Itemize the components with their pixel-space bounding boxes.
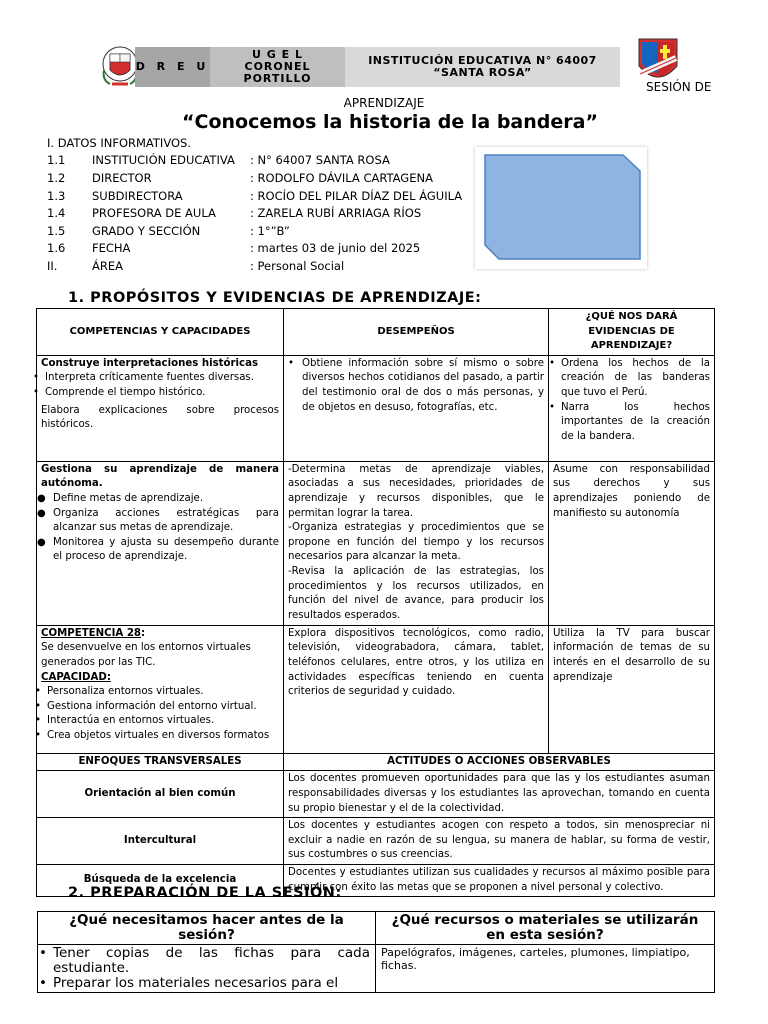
capacidad-text: Elabora explicaciones sobre procesos históricos. bbox=[41, 404, 279, 431]
list-item: ● Organiza acciones estratégicas para alcanzar sus metas de aprendizaje. bbox=[41, 507, 279, 536]
dreu-band bbox=[135, 47, 210, 87]
table-row bbox=[37, 818, 715, 865]
evidencia-text: Utiliza la TV para buscar información de temas de su interés en el desarrollo de su aprendizaje bbox=[549, 625, 715, 753]
header-antes: ¿Qué necesitamos hacer antes de la sesión? bbox=[38, 912, 376, 945]
capacidad-title: CAPACIDAD: bbox=[41, 671, 111, 683]
propositos-table bbox=[36, 308, 715, 897]
datos-label: GRADO Y SECCIÓN bbox=[92, 224, 201, 238]
list-item: • Crea objetos virtuales en diversos formatos bbox=[37, 729, 279, 744]
datos-label: ÁREA bbox=[92, 259, 123, 273]
datos-label: SUBDIRECTORA bbox=[92, 189, 183, 203]
recursos-text: Papelógrafos, imágenes, carteles, plumones, limpiatipo, fichas. bbox=[376, 945, 715, 993]
desempeno-text: -Determina metas de aprendizaje viables, asociadas a sus necesidades, prioridades de aprendizaje y recursos disponibles, que le permitan lograr la tarea. bbox=[288, 463, 544, 519]
competencia-colon: : bbox=[141, 627, 146, 639]
datos-num: 1.4 bbox=[47, 206, 66, 220]
desempeno-text: -Revisa la aplicación de las estrategias, los procedimientos y los recursos utilizados, en función del nivel de avance, para producir los resultados esperados. bbox=[288, 565, 544, 621]
list-item: • Interactúa en entornos virtuales. bbox=[37, 714, 279, 729]
photo-shape bbox=[475, 147, 647, 269]
competencia-text: Se desenvuelve en los entornos virtuales generados por las TIC. bbox=[41, 642, 251, 668]
datos-value: : RODOLFO DÁVILA CARTAGENA bbox=[250, 171, 433, 185]
antes-list bbox=[41, 946, 370, 991]
enfoque-name: Orientación al bien común bbox=[37, 771, 284, 818]
enfoque-name: Intercultural bbox=[37, 818, 284, 865]
header-recursos: ¿Qué recursos o materiales se utilizarán en esta sesión? bbox=[376, 912, 715, 945]
datos-label: INSTITUCIÓN EDUCATIVA bbox=[92, 153, 235, 167]
section-title-propositos: 1. PROPÓSITOS Y EVIDENCIAS DE APRENDIZAJE: bbox=[68, 290, 482, 306]
header-evidencias: ¿QUÉ NOS DARÁ EVIDENCIAS DE APRENDIZAJE? bbox=[549, 309, 715, 356]
table-row bbox=[37, 355, 715, 461]
header-actitudes: ACTITUDES O ACCIONES OBSERVABLES bbox=[284, 753, 715, 771]
datos-label: DIRECTOR bbox=[92, 171, 152, 185]
datos-value: : N° 64007 SANTA ROSA bbox=[250, 153, 390, 167]
datos-heading: I. DATOS INFORMATIVOS. bbox=[47, 136, 191, 150]
table-row bbox=[37, 461, 715, 625]
datos-value: : ROCÍO DEL PILAR DÍAZ DEL ÁGUILA bbox=[250, 189, 463, 203]
datos-num: 1.2 bbox=[47, 171, 66, 185]
list-item: • Narra los hechos importantes de la creación de la bandera. bbox=[551, 401, 710, 445]
ugel-line-2: CORONEL bbox=[244, 60, 311, 73]
datos-num: II. bbox=[47, 259, 58, 273]
list-item: • Comprende el tiempo histórico. bbox=[35, 386, 279, 401]
section-title-preparacion: 2. PREPARACIÓN DE LA SESIÓN: bbox=[68, 885, 342, 901]
institution-subname: “SANTA ROSA” bbox=[433, 66, 532, 79]
photo-placeholder bbox=[475, 147, 647, 269]
competencia-title: Gestiona su aprendizaje de manera autónoma. bbox=[41, 463, 279, 490]
capacidades-list bbox=[41, 492, 279, 565]
enfoque-text: Los docentes promueven oportunidades para que las y los estudiantes asuman responsabilidades diversas y los estudiantes las aprovechan, tomando en cuenta su propio bienestar y el de la colectividad. bbox=[284, 771, 715, 818]
header-competencias: COMPETENCIAS Y CAPACIDADES bbox=[37, 309, 284, 356]
list-item: ● Monitorea y ajusta su desempeño durante el proceso de aprendizaje. bbox=[41, 536, 279, 565]
preparacion-table bbox=[37, 911, 715, 993]
table-row bbox=[37, 625, 715, 753]
competencia-title: COMPETENCIA 28 bbox=[41, 627, 142, 639]
desempenos-list bbox=[288, 357, 544, 415]
datos-num: 1.1 bbox=[47, 153, 66, 167]
session-label: SESIÓN DE bbox=[646, 80, 712, 94]
subtitle: APRENDIZAJE bbox=[343, 96, 425, 110]
table-row bbox=[38, 945, 715, 993]
ugel-line-3: PORTILLO bbox=[243, 72, 312, 85]
list-item: • Tener copias de las fichas para cada estudiante. bbox=[41, 946, 370, 976]
datos-value: : Personal Social bbox=[250, 259, 345, 273]
datos-value: : 1°”B” bbox=[250, 224, 290, 238]
capacidades-list bbox=[35, 371, 279, 400]
enfoque-text: Docentes y estudiantes utilizan sus cualidades y recursos al máximo posible para cumplir con éxito las metas que se proponen a nivel personal y colectivo. bbox=[284, 864, 715, 896]
desempeno-text: Explora dispositivos tecnológicos, como radio, televisión, videograbadora, cámara, tablet, teléfonos celulares, entre otros, y los utiliza en actividades específicas teniendo en cuenta criterios de seguridad y cuidado. bbox=[284, 625, 549, 753]
institution-name: INSTITUCIÓN EDUCATIVA N° 64007 bbox=[368, 54, 597, 67]
institution-band bbox=[345, 47, 620, 87]
header-enfoques: ENFOQUES TRANSVERSALES bbox=[37, 753, 284, 771]
table-row bbox=[37, 771, 715, 818]
dreu-label: D R E U bbox=[135, 60, 210, 73]
ugel-label: U G E L bbox=[252, 48, 303, 61]
competencia-title: Construye interpretaciones históricas bbox=[41, 357, 259, 369]
datos-label: FECHA bbox=[92, 241, 131, 255]
datos-value: : martes 03 de junio del 2025 bbox=[250, 241, 421, 255]
list-item: • Interpreta críticamente fuentes diversas. bbox=[35, 371, 279, 386]
ugel-band bbox=[210, 47, 345, 87]
enfoque-text: Los docentes y estudiantes acogen con respeto a todos, sin menospreciar ni excluir a nadie en razón de su lengua, su manera de hablar, su forma de vestir, sus costumbres o sus creencias. bbox=[284, 818, 715, 865]
list-item: • Preparar los materiales necesarios para el bbox=[41, 976, 370, 991]
list-item: • Gestiona información del entorno virtual. bbox=[37, 700, 279, 715]
evidencia-text: Asume con responsabilidad sus derechos y sus aprendizajes poniendo de manifiesto su autonomía bbox=[549, 461, 715, 625]
page-title: “Conocemos la historia de la bandera” bbox=[182, 111, 598, 133]
datos-num: 1.6 bbox=[47, 241, 66, 255]
list-item: ● Define metas de aprendizaje. bbox=[41, 492, 279, 507]
datos-num: 1.5 bbox=[47, 224, 66, 238]
datos-value: : ZARELA RUBÍ ARRIAGA RÍOS bbox=[250, 206, 422, 220]
list-item: • Personaliza entornos virtuales. bbox=[37, 685, 279, 700]
datos-label: PROFESORA DE AULA bbox=[92, 206, 216, 220]
desempeno-text: -Organiza estrategias y procedimientos que se propone en función del tiempo y los recursos necesarios para alcanzar la meta. bbox=[288, 522, 544, 563]
evidencias-list bbox=[551, 357, 710, 445]
peru-coat-of-arms-logo bbox=[100, 40, 140, 90]
list-item: • Obtiene información sobre sí mismo o sobre diversos hechos cotidianos del pasado, a partir del testimonio oral de dos o más personas, y de objetos en desuso, fotografías, etc. bbox=[290, 357, 544, 415]
capacidades-list bbox=[37, 685, 279, 743]
enfoque-name: Búsqueda de la excelencia bbox=[37, 864, 284, 896]
list-item: • Ordena los hechos de la creación de las banderas que tuvo el Perú. bbox=[551, 357, 710, 401]
header-desempenos: DESEMPEÑOS bbox=[284, 309, 549, 356]
datos-num: 1.3 bbox=[47, 189, 66, 203]
